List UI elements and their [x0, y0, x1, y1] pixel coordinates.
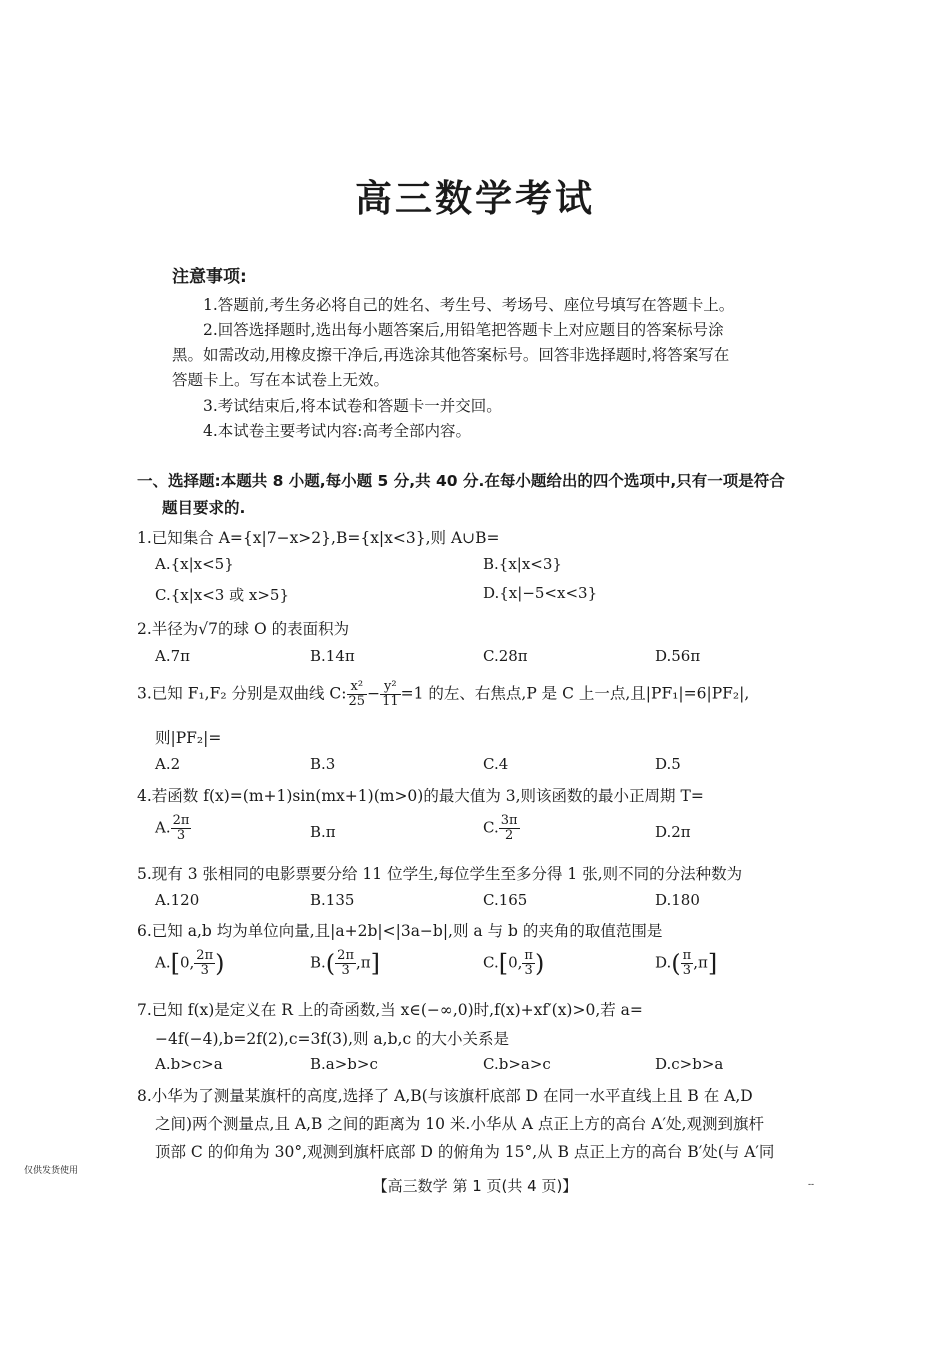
q3-option-a: A.2	[155, 755, 181, 773]
q6-c-low: 0,	[508, 953, 523, 972]
q5-option-b: B.135	[310, 891, 355, 909]
q4-option-a-fraction	[171, 814, 192, 843]
q3-stem-post: =1 的左、右焦点,P 是 C 上一点,且|PF₁|=6|PF₂|,	[400, 684, 750, 703]
q6-c-fraction	[522, 949, 535, 978]
q6-d-left-bracket: (	[671, 949, 681, 978]
q8-stem-line3: 顶部 C 的仰角为 30°,观测到旗杆底部 D 的俯角为 15°,从 B 点正上方的高台 B′处(与 A′同	[155, 1143, 775, 1161]
q4-stem: 4.若函数 f(x)=(m+1)sin(mx+1)(m>0)的最大值为 3,则该函数的最小正周期 T=	[137, 787, 704, 805]
q2-option-d: D.56π	[655, 647, 701, 665]
q6-b-label: B.	[310, 953, 326, 972]
q5-option-a: A.120	[155, 891, 200, 909]
notice-line-1: 1.答题前,考生务必将自己的姓名、考生号、考场号、座位号填写在答题卡上。	[203, 296, 735, 314]
q3-stem-line2: 则|PF₂|=	[155, 729, 222, 747]
notice-line-4: 答题卡上。写在本试卷上无效。	[172, 371, 390, 389]
q3-frac-x-num: x²	[347, 680, 368, 695]
q1-option-c: C.{x|x<3 或 x>5}	[155, 586, 289, 604]
page-footer: 【高三数学 第 1 页(共 4 页)】	[372, 1177, 578, 1195]
q6-c-den: 3	[524, 963, 533, 978]
notice-heading: 注意事项:	[172, 267, 247, 287]
q6-option-c	[483, 949, 544, 978]
q6-b-left-bracket: (	[325, 949, 336, 978]
q1-option-a: A.{x|x<5}	[155, 555, 234, 573]
q4-c-den: 2	[504, 828, 514, 843]
q6-c-label: C.	[483, 953, 499, 972]
q1-option-b: B.{x|x<3}	[483, 555, 562, 573]
q4-option-d: D.2π	[655, 823, 691, 841]
q8-stem-line1: 8.小华为了测量某旗杆的高度,选择了 A,B(与该旗杆底部 D 在同一水平直线上且 B 在 A,D	[137, 1087, 753, 1105]
q6-b-fraction	[335, 949, 356, 978]
q3-frac-x-den: 25	[348, 694, 366, 709]
q4-a-num: 2π	[172, 813, 190, 828]
q2-stem: 2.半径为√7的球 O 的表面积为	[137, 620, 350, 638]
q6-a-right-bracket: )	[215, 949, 225, 978]
q4-c-num: 3π	[500, 813, 518, 828]
q3-option-c: C.4	[483, 755, 509, 773]
q6-a-fraction	[194, 949, 215, 978]
q3-option-b: B.3	[310, 755, 336, 773]
q3-stem	[137, 680, 749, 709]
q6-c-num: π	[524, 948, 533, 963]
q6-d-label: D.	[655, 953, 672, 972]
q6-a-num: 2π	[196, 948, 214, 963]
q2-option-a: A.7π	[155, 647, 191, 665]
q6-a-label: A.	[155, 953, 171, 972]
q4-option-c-label: C.	[483, 818, 499, 837]
section-heading: 一、选择题:本题共 8 小题,每小题 5 分,共 40 分.在每小题给出的四个选项中,只有一项是符合	[137, 472, 785, 490]
q1-option-d: D.{x|−5<x<3}	[483, 584, 598, 602]
q4-option-a	[155, 814, 191, 843]
q3-stem-pre: 3.已知 F₁,F₂ 分别是双曲线 C:	[137, 684, 347, 703]
notice-line-6: 4.本试卷主要考试内容:高考全部内容。	[203, 422, 472, 440]
q6-d-high: ,π	[693, 953, 708, 972]
q6-option-b	[310, 949, 380, 978]
q1-stem: 1.已知集合 A={x|7−x>2},B={x|x<3},则 A∪B=	[137, 529, 500, 547]
q5-option-c: C.165	[483, 891, 528, 909]
q7-stem-line2: −4f(−4),b=2f(2),c=3f(3),则 a,b,c 的大小关系是	[155, 1030, 510, 1048]
q6-d-right-bracket: ]	[707, 949, 718, 978]
q6-b-right-bracket: ]	[370, 949, 381, 978]
q3-minus: −	[367, 684, 381, 703]
q6-option-d	[655, 949, 717, 978]
q7-option-c: C.b>a>c	[483, 1055, 551, 1073]
section-heading-cont: 题目要求的.	[162, 499, 246, 517]
q6-b-den: 3	[341, 963, 350, 978]
q6-b-high: ,π	[356, 953, 371, 972]
q2-option-c: C.28π	[483, 647, 528, 665]
q4-a-den: 3	[176, 828, 186, 843]
q6-stem: 6.已知 a,b 均为单位向量,且|a+2b|<|3a−b|,则 a 与 b 的夹角的取值范围是	[137, 922, 663, 940]
q7-option-a: A.b>c>a	[155, 1055, 223, 1073]
footer-mark: --	[808, 1180, 815, 1190]
notice-line-3: 黑。如需改动,用橡皮擦干净后,再选涂其他答案标号。回答非选择题时,将答案写在	[172, 346, 730, 364]
q6-d-den: 3	[682, 963, 692, 978]
q7-option-d: D.c>b>a	[655, 1055, 724, 1073]
q5-option-d: D.180	[655, 891, 700, 909]
shipping-note: 仅供发货使用	[24, 1166, 79, 1176]
q6-d-num: π	[682, 948, 692, 963]
q6-a-den: 3	[200, 963, 209, 978]
q6-c-left-bracket: [	[498, 949, 509, 978]
q3-option-d: D.5	[655, 755, 681, 773]
q6-a-left-bracket: [	[170, 949, 180, 978]
q6-option-a	[155, 949, 225, 978]
q3-fraction-x	[347, 680, 368, 709]
q5-stem: 5.现有 3 张相同的电影票要分给 11 位学生,每位学生至多分得 1 张,则不同的分法种数为	[137, 865, 743, 883]
q4-option-c	[483, 814, 520, 843]
q3-frac-y-num: y²	[380, 680, 401, 695]
q3-fraction-y	[380, 680, 401, 709]
q6-b-num: 2π	[337, 948, 354, 963]
q7-stem-line1: 7.已知 f(x)是定义在 R 上的奇函数,当 x∈(−∞,0)时,f(x)+xf′(x)>0,若 a=	[137, 1001, 643, 1019]
page-title: 高三数学考试	[355, 177, 595, 220]
notice-line-5: 3.考试结束后,将本试卷和答题卡一并交回。	[203, 397, 502, 415]
q7-option-b: B.a>b>c	[310, 1055, 378, 1073]
q4-option-c-fraction	[499, 814, 520, 843]
q3-frac-y-den: 11	[382, 694, 399, 709]
q8-stem-line2: 之间)两个测量点,且 A,B 之间的距离为 10 米.小华从 A 点正上方的高台 A′处,观测到旗杆	[155, 1115, 764, 1133]
q4-option-a-label: A.	[155, 818, 171, 837]
q6-d-fraction	[681, 949, 694, 978]
notice-line-2: 2.回答选择题时,选出每小题答案后,用铅笔把答题卡上对应题目的答案标号涂	[203, 321, 724, 339]
q6-a-low: 0,	[179, 953, 195, 972]
q4-option-b: B.π	[310, 823, 336, 841]
q6-c-right-bracket: )	[534, 949, 545, 978]
q2-option-b: B.14π	[310, 647, 355, 665]
